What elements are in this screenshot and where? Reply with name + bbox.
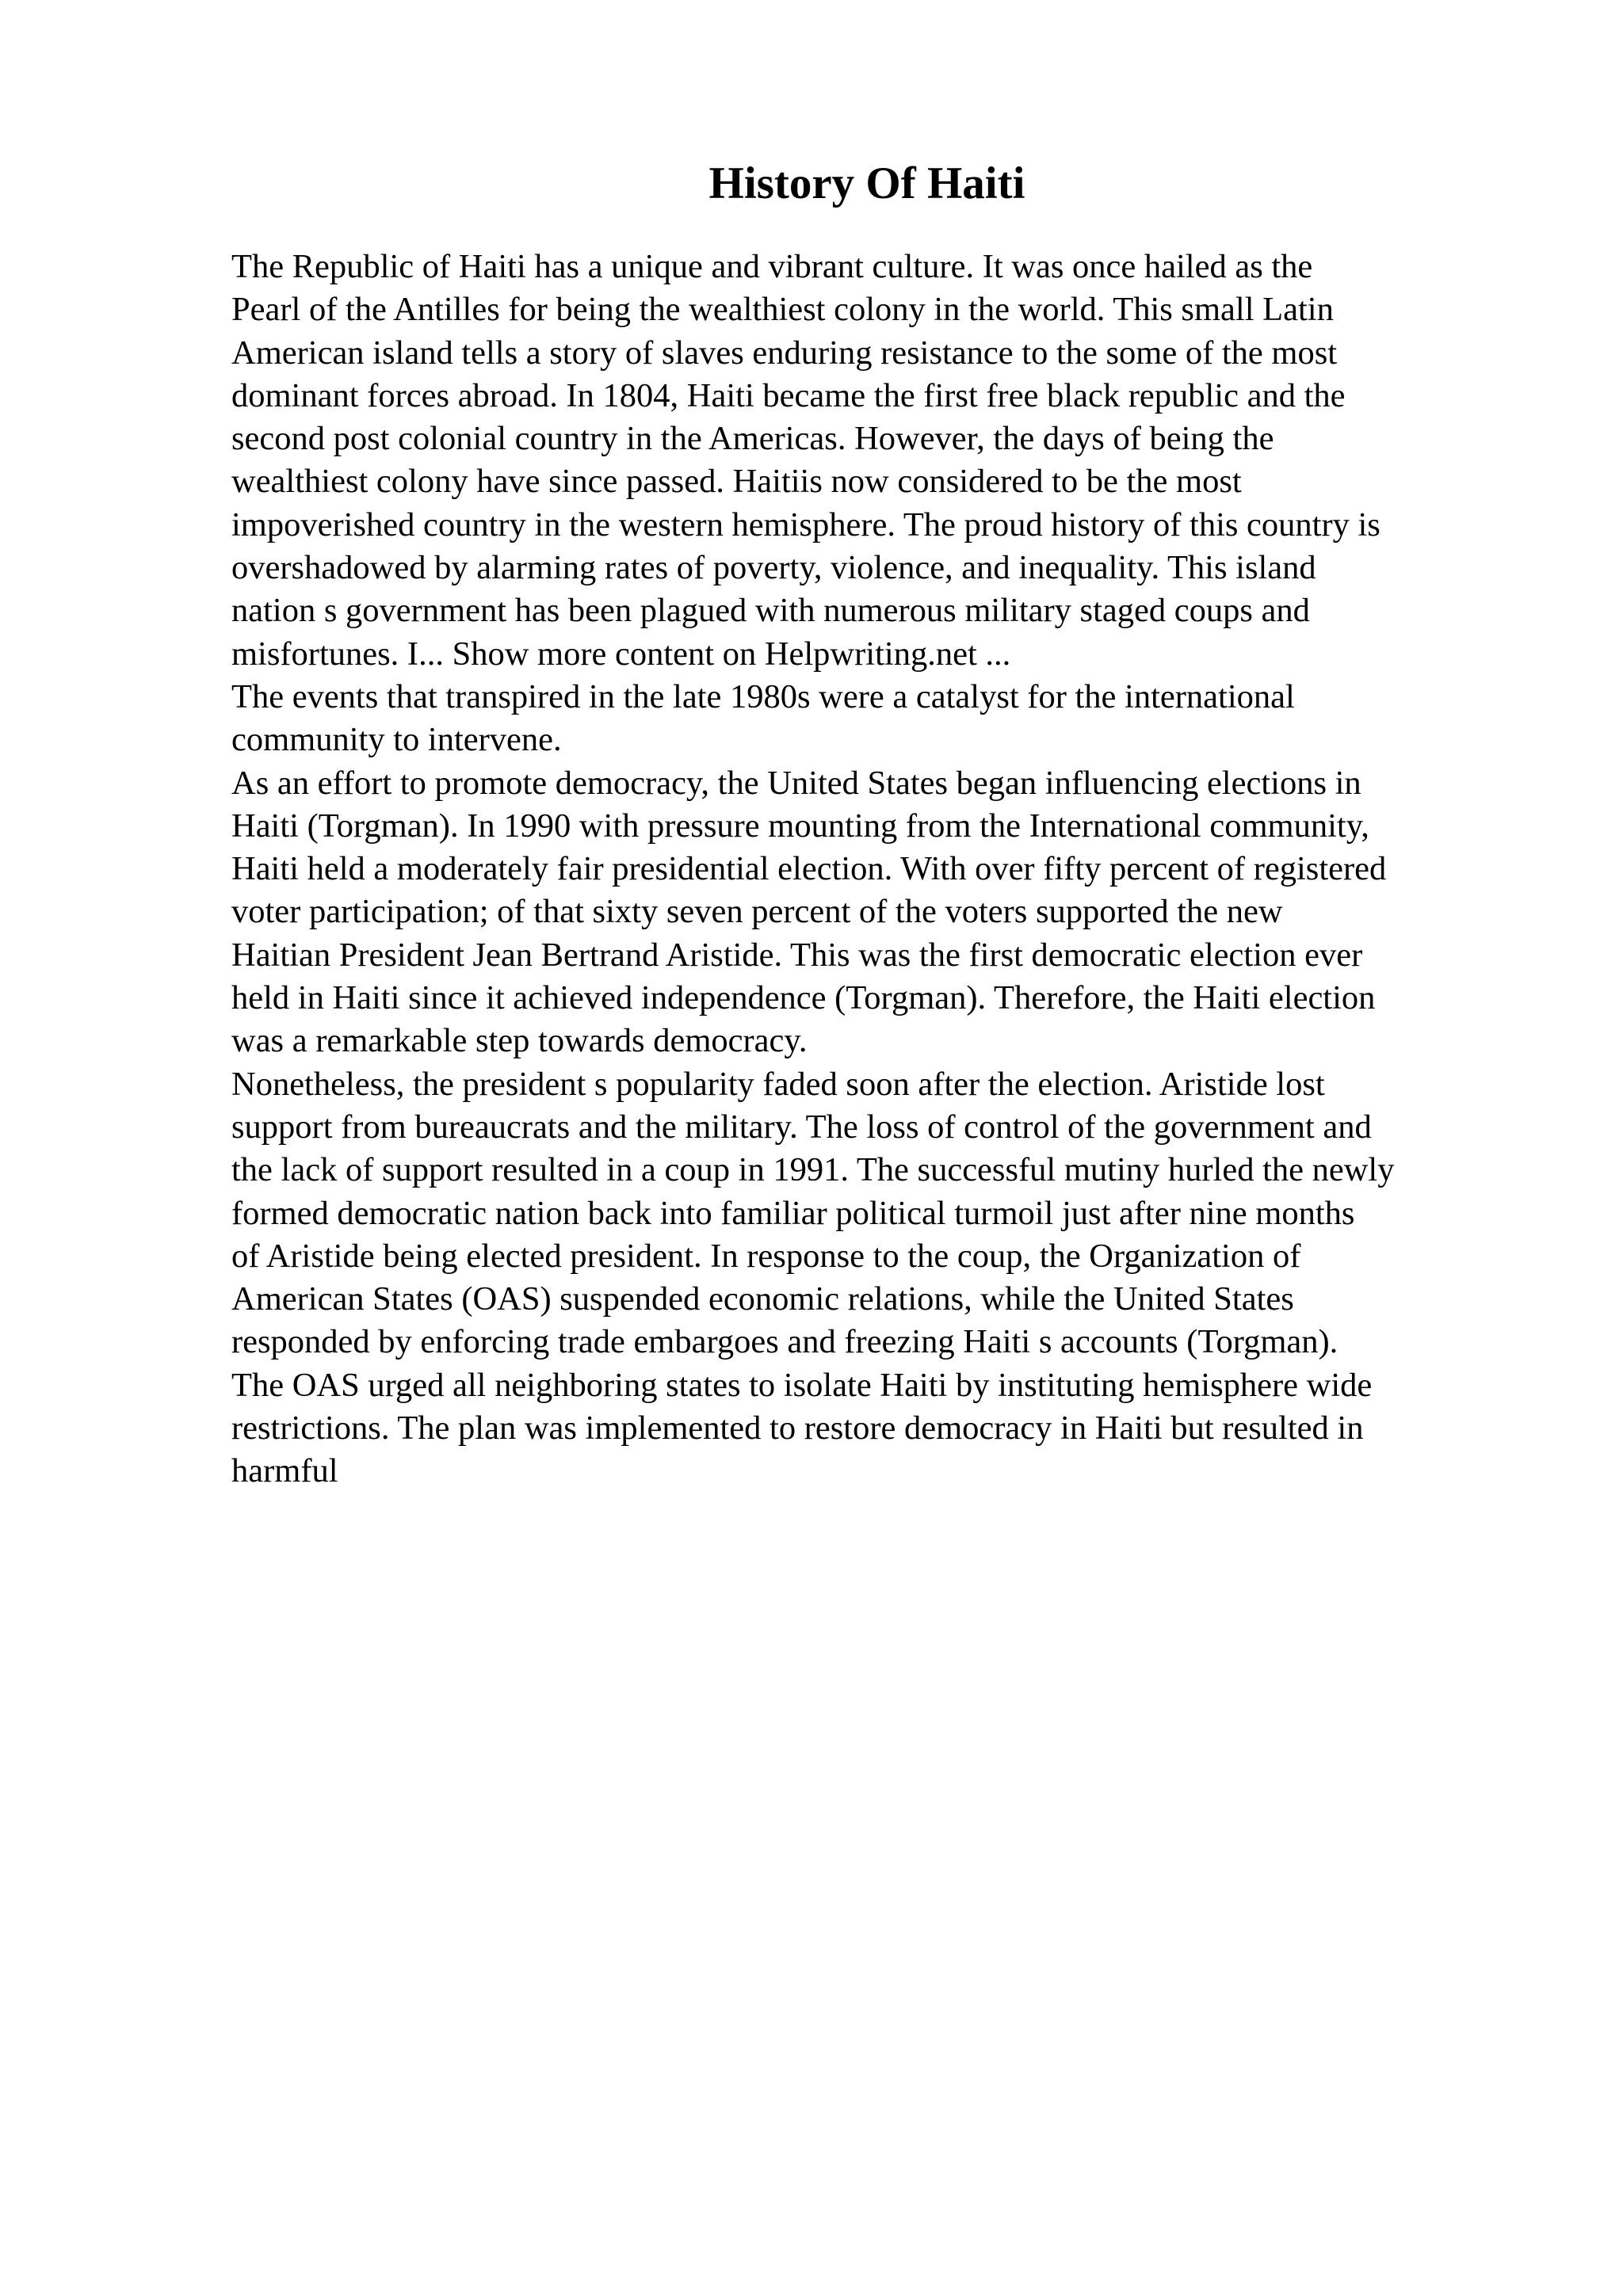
body-line: Haitian President Jean Bertrand Aristide. This was the first democratic election ever: [231, 936, 1363, 974]
body-line: Pearl of the Antilles for being the wealthiest colony in the world. This small Latin: [231, 291, 1334, 329]
body-line: support from bureaucrats and the military. The loss of control of the government and: [231, 1108, 1372, 1146]
body-line: wealthiest colony have since passed. Haitiis now considered to be the most: [231, 463, 1242, 501]
body-line: community to intervene.: [231, 721, 562, 759]
body-line: The events that transpired in the late 1980s were a catalyst for the international: [231, 677, 1295, 715]
body-line: misfortunes. I... Show more content on Helpwriting.net ...: [231, 635, 1011, 673]
body-line: voter participation; of that sixty seven percent of the voters supported the new: [231, 893, 1283, 931]
document-body: [231, 246, 1610, 1493]
body-line: Nonetheless, the president s popularity faded soon after the election. Aristide lost: [231, 1065, 1325, 1103]
body-line: the lack of support resulted in a coup in 1991. The successful mutiny hurled the newly: [231, 1151, 1395, 1189]
body-line: restrictions. The plan was implemented to restore democracy in Haiti but resulted in: [231, 1409, 1364, 1447]
body-line: The Republic of Haiti has a unique and vibrant culture. It was once hailed as the: [231, 248, 1313, 285]
body-line: of Aristide being elected president. In response to the coup, the Organization of: [231, 1237, 1301, 1275]
body-line: held in Haiti since it achieved independence (Torgman). Therefore, the Haiti election: [231, 979, 1376, 1017]
body-line: responded by enforcing trade embargoes and freezing Haiti s accounts (Torgman).: [231, 1323, 1338, 1361]
body-line: As an effort to promote democracy, the United States began influencing elections in: [231, 764, 1361, 802]
body-line: American island tells a story of slaves enduring resistance to the some of the most: [231, 334, 1338, 372]
body-line: The OAS urged all neighboring states to isolate Haiti by instituting hemisphere wide: [231, 1366, 1373, 1404]
body-line: was a remarkable step towards democracy.: [231, 1022, 808, 1060]
body-line: formed democratic nation back into familiar political turmoil just after nine months: [231, 1194, 1355, 1232]
document-title: History Of Haiti: [708, 158, 1025, 208]
body-line: dominant forces abroad. In 1804, Haiti became the first free black republic and the: [231, 376, 1346, 414]
body-line: Haiti (Torgman). In 1990 with pressure mounting from the International community,: [231, 807, 1369, 845]
body-line: overshadowed by alarming rates of poverty, violence, and inequality. This island: [231, 549, 1316, 587]
body-line: harmful: [231, 1452, 338, 1490]
body-line: second post colonial country in the Americas. However, the days of being the: [231, 420, 1274, 458]
body-line: nation s government has been plagued with numerous military staged coups and: [231, 592, 1310, 630]
body-line: American States (OAS) suspended economic relations, while the United States: [231, 1280, 1294, 1318]
body-line: impoverished country in the western hemisphere. The proud history of this country is: [231, 505, 1381, 543]
body-line: Haiti held a moderately fair presidential election. With over fifty percent of registered: [231, 850, 1387, 888]
